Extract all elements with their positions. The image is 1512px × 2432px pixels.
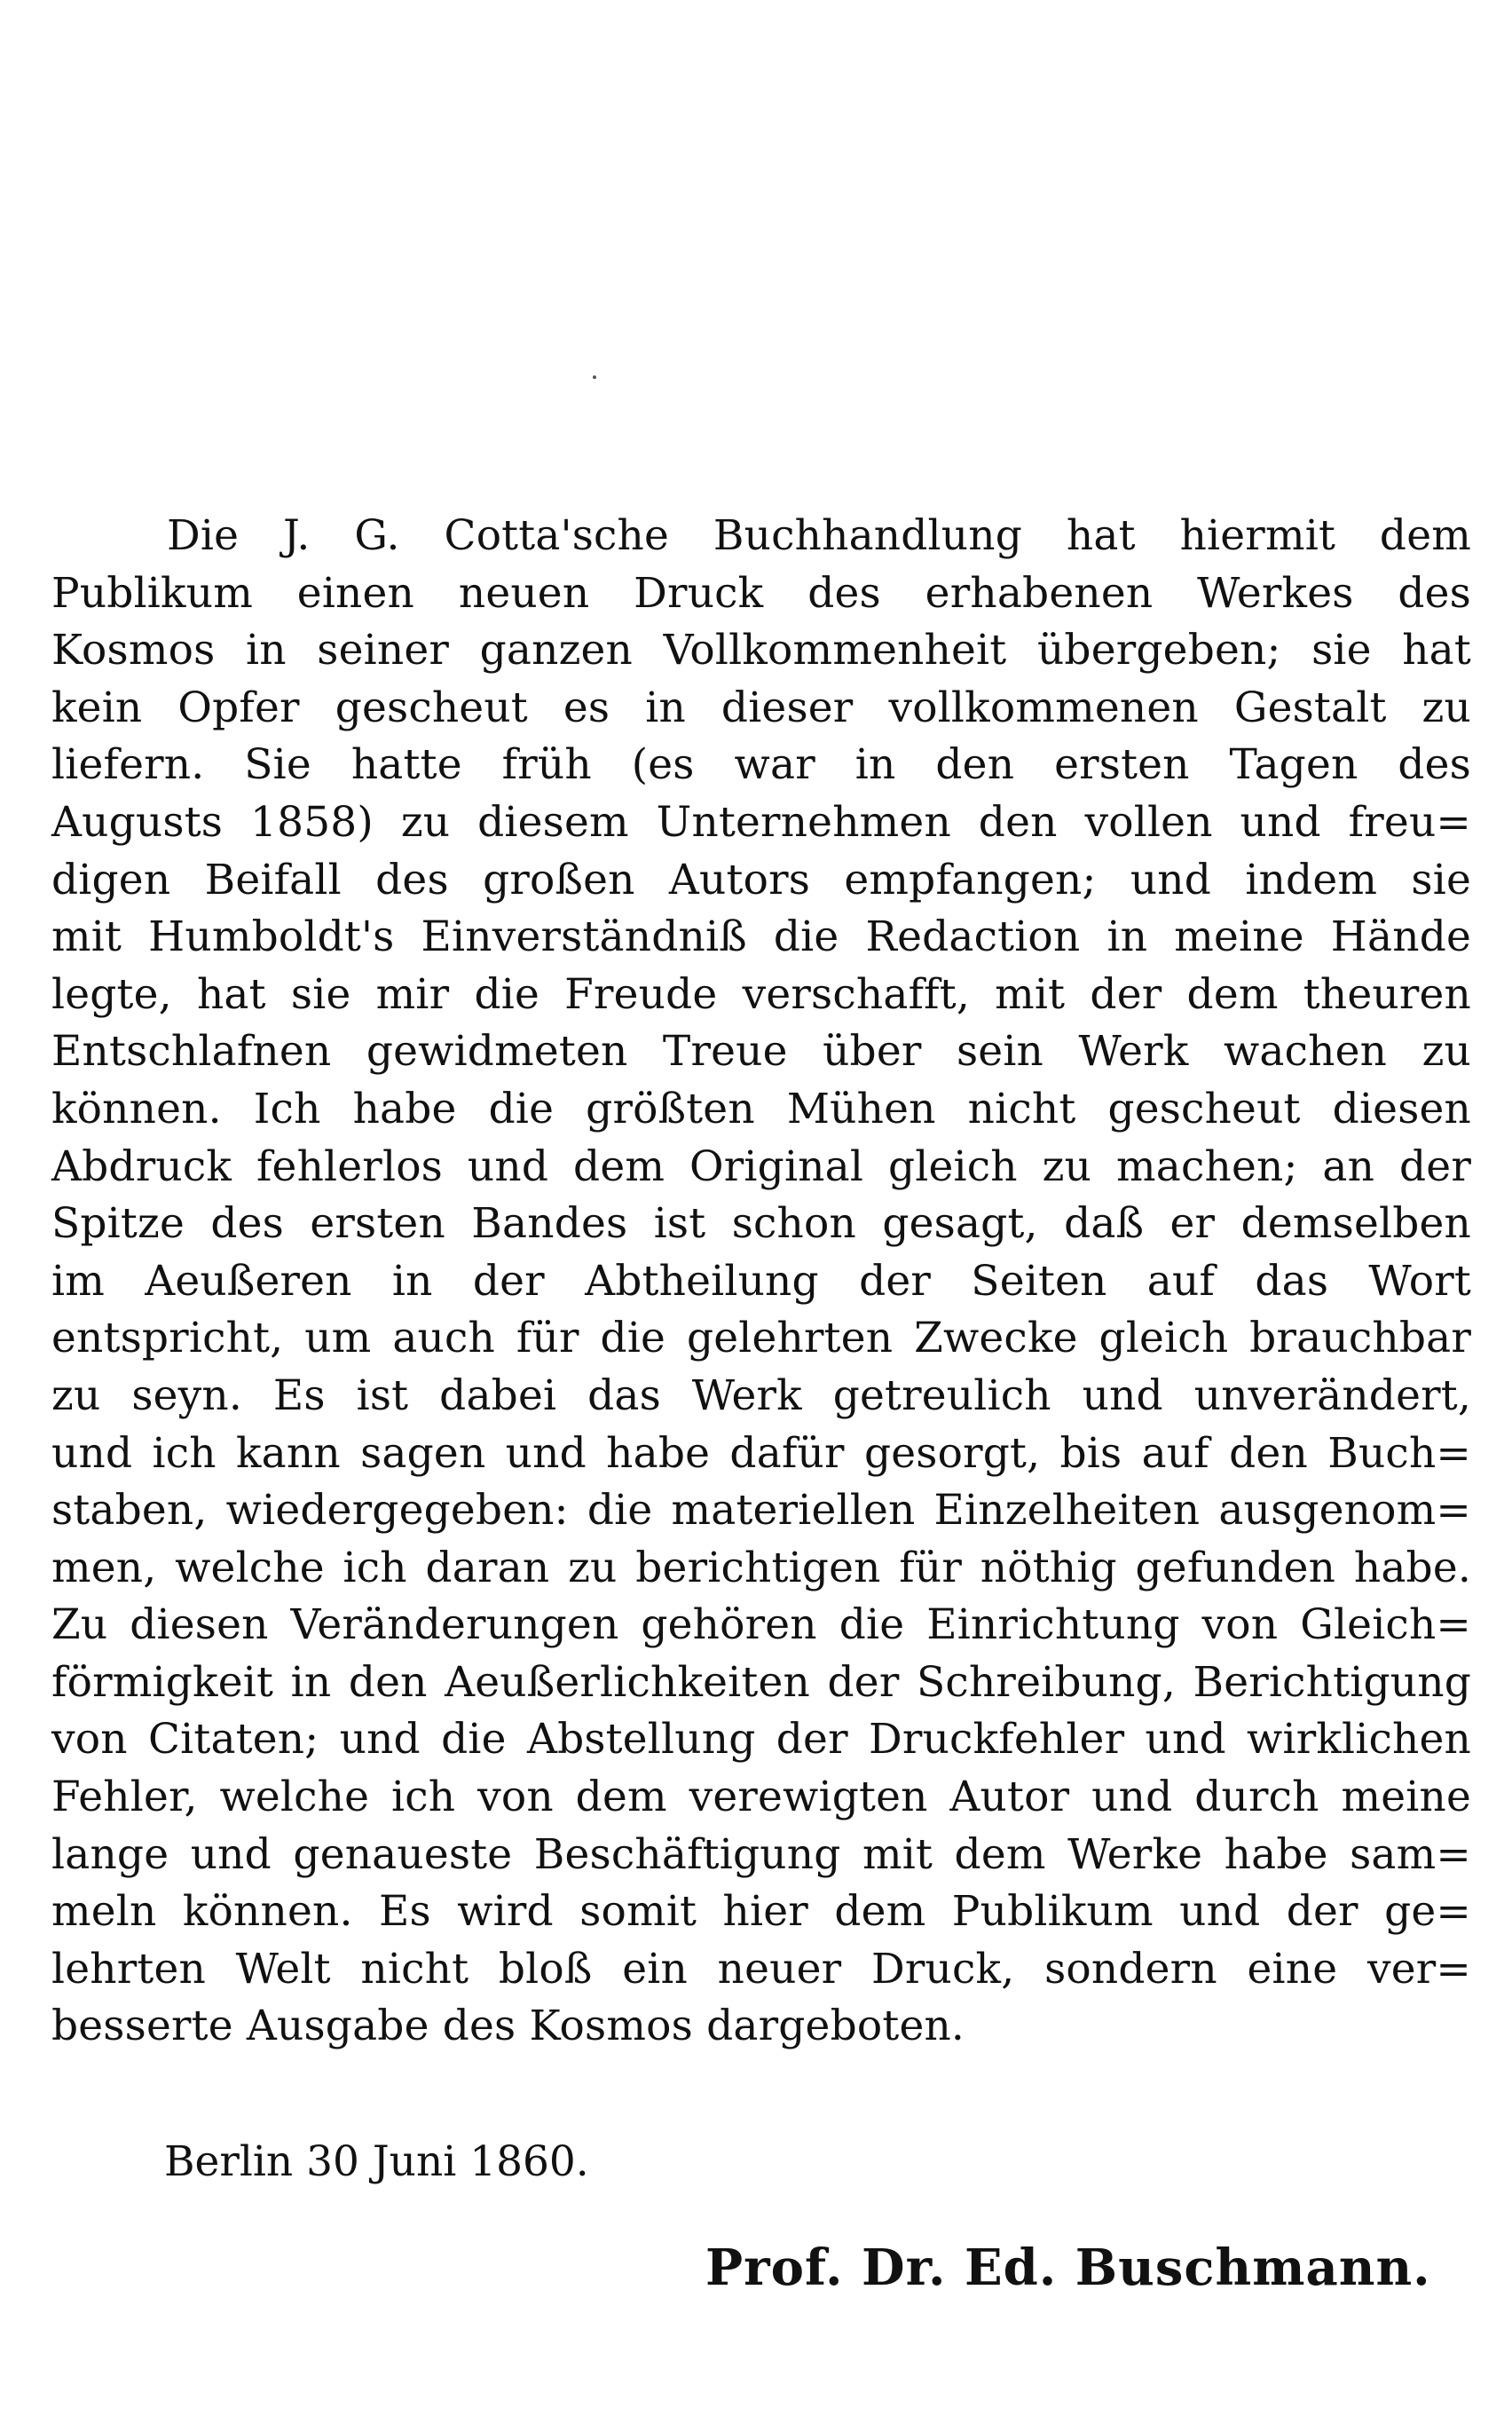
text-line: Augusts 1858) zu diesem Unternehmen den vollen und freu= bbox=[51, 797, 1471, 847]
text-line: förmigkeit in den Aeußerlichkeiten der Schreibung, Berichtigung bbox=[51, 1657, 1471, 1707]
text-line: zu seyn. Es ist dabei das Werk getreulich und unverändert, bbox=[51, 1370, 1471, 1420]
text-line: meln können. Es wird somit hier dem Publikum und der ge= bbox=[51, 1887, 1471, 1937]
text-line: liefern. Sie hatte früh (es war in den ersten Tagen des bbox=[51, 740, 1471, 790]
text-line: kein Opfer gescheut es in dieser vollkommenen Gestalt zu bbox=[51, 683, 1471, 732]
text-line: men, welche ich daran zu berichtigen für nöthig gefunden habe. bbox=[51, 1543, 1471, 1592]
text-line: und ich kann sagen und habe dafür gesorgt, bis auf den Buch= bbox=[51, 1428, 1471, 1478]
text-line: Abdruck fehlerlos und dem Original gleich zu machen; an der bbox=[51, 1141, 1471, 1191]
text-line: Publikum einen neuen Druck des erhabenen Werkes des bbox=[51, 568, 1471, 618]
text-line: Spitze des ersten Bandes ist schon gesagt, daß er demselben bbox=[51, 1199, 1471, 1249]
text-line: digen Beifall des großen Autors empfangen; und indem sie bbox=[51, 855, 1471, 904]
text-line: mit Humboldt's Einverständniß die Redaction in meine Hände bbox=[51, 912, 1471, 962]
text-line: legte, hat sie mir die Freude verschafft, mit der dem theuren bbox=[51, 969, 1471, 1019]
print-speck bbox=[593, 375, 596, 379]
text-line: von Citaten; und die Abstellung der Druckfehler und wirklichen bbox=[51, 1715, 1471, 1765]
dateline: Berlin 30 Juni 1860. bbox=[164, 2137, 589, 2186]
text-line: lehrten Welt nicht bloß ein neuer Druck, sondern eine ver= bbox=[51, 1944, 1471, 1994]
text-line: entspricht, um auch für die gelehrten Zwecke gleich brauchbar bbox=[51, 1314, 1471, 1363]
text-line: Die J. G. Cotta'sche Buchhandlung hat hiermit dem bbox=[167, 511, 1471, 560]
text-line: besserte Ausgabe des Kosmos dargeboten. bbox=[51, 2002, 965, 2051]
preface-text bbox=[51, 508, 1471, 2056]
text-line: staben, wiedergegeben: die materiellen Einzelheiten ausgenom= bbox=[51, 1486, 1471, 1536]
text-line: Kosmos in seiner ganzen Vollkommenheit übergeben; sie hat bbox=[51, 626, 1471, 675]
text-line: Entschlafnen gewidmeten Treue über sein Werk wachen zu bbox=[51, 1027, 1471, 1077]
text-line: Fehler, welche ich von dem verewigten Autor und durch meine bbox=[51, 1773, 1471, 1822]
text-line: lange und genaueste Beschäftigung mit dem Werke habe sam= bbox=[51, 1829, 1471, 1879]
text-line: im Aeußeren in der Abtheilung der Seiten auf das Wort bbox=[51, 1256, 1471, 1306]
text-line: können. Ich habe die größten Mühen nicht gescheut diesen bbox=[51, 1084, 1471, 1133]
signature: Prof. Dr. Ed. Buschmann. bbox=[705, 2239, 1431, 2297]
text-line: Zu diesen Veränderungen gehören die Einrichtung von Gleich= bbox=[51, 1600, 1471, 1650]
